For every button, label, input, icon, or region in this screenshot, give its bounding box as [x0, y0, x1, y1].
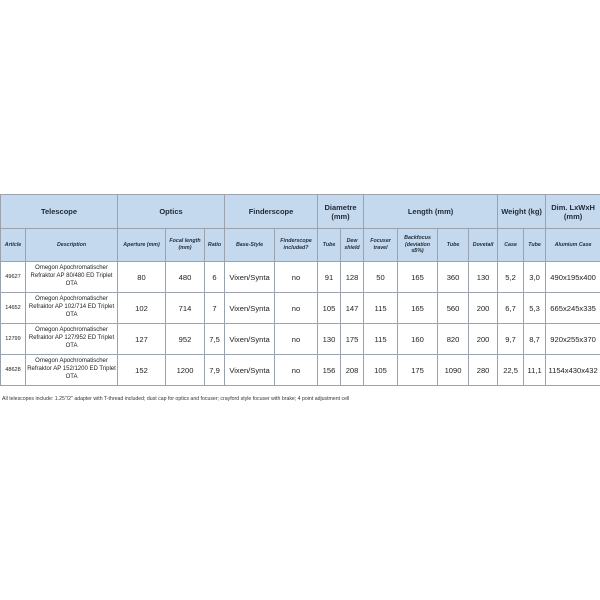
cell-focal-length: 480 — [166, 262, 205, 293]
cell-aperture: 127 — [118, 324, 166, 355]
group-header-finderscope: Finderscope — [225, 195, 318, 229]
cell-dimensions: 665x245x335 — [546, 293, 600, 324]
cell-backfocus: 165 — [398, 293, 438, 324]
cell-ratio: 7,9 — [205, 355, 225, 386]
table-row — [1, 293, 600, 324]
cell-finderscope: no — [275, 324, 318, 355]
col-header-focuser-travel: Focuser travel — [364, 229, 398, 262]
cell-tube-length: 560 — [438, 293, 469, 324]
spec-table-container — [0, 194, 600, 386]
col-header-description: Description — [26, 229, 118, 262]
cell-article: 48628 — [1, 355, 26, 386]
cell-aperture: 152 — [118, 355, 166, 386]
col-header-case-weight: Case — [498, 229, 524, 262]
cell-description: Omegon Apochromatischer Refraktor AP 152/1200 ED Triplet OTA — [26, 355, 118, 386]
cell-case-weight: 9,7 — [498, 324, 524, 355]
cell-ratio: 6 — [205, 262, 225, 293]
cell-base-style: Vixen/Synta — [225, 262, 275, 293]
cell-tube-diameter: 130 — [318, 324, 341, 355]
cell-finderscope: no — [275, 355, 318, 386]
col-header-dew-shield: Dew shield — [341, 229, 364, 262]
cell-description: Omegon Apochromatischer Refraktor AP 80/480 ED Triplet OTA — [26, 262, 118, 293]
cell-base-style: Vixen/Synta — [225, 293, 275, 324]
group-header-dimensions: Dim. LxWxH (mm) — [546, 195, 600, 229]
cell-description: Omegon Apochromatischer Refraktor AP 102/714 ED Triplet OTA — [26, 293, 118, 324]
cell-case-weight: 5,2 — [498, 262, 524, 293]
col-header-backfocus: Backfocus (deviation ≤5%) — [398, 229, 438, 262]
cell-finderscope: no — [275, 262, 318, 293]
cell-dimensions: 490x195x400 — [546, 262, 600, 293]
cell-tube-length: 360 — [438, 262, 469, 293]
group-header-telescope: Telescope — [1, 195, 118, 229]
cell-ratio: 7,5 — [205, 324, 225, 355]
cell-tube-weight: 3,0 — [524, 262, 546, 293]
sub-header-row — [1, 229, 600, 262]
col-header-dovetail: Dovetail — [469, 229, 498, 262]
cell-backfocus: 160 — [398, 324, 438, 355]
col-header-base-style: Base-Style — [225, 229, 275, 262]
col-header-article: Article — [1, 229, 26, 262]
cell-dew-shield: 175 — [341, 324, 364, 355]
cell-focal-length: 714 — [166, 293, 205, 324]
cell-dovetail: 130 — [469, 262, 498, 293]
col-header-focal-length: Focal length (mm) — [166, 229, 205, 262]
cell-dimensions: 1154x430x432 — [546, 355, 600, 386]
cell-ratio: 7 — [205, 293, 225, 324]
col-header-aperture: Aperture (mm) — [118, 229, 166, 262]
table-row — [1, 262, 600, 293]
cell-focuser-travel: 115 — [364, 324, 398, 355]
cell-article: 12799 — [1, 324, 26, 355]
cell-tube-weight: 8,7 — [524, 324, 546, 355]
cell-tube-diameter: 105 — [318, 293, 341, 324]
cell-tube-weight: 5,3 — [524, 293, 546, 324]
cell-base-style: Vixen/Synta — [225, 355, 275, 386]
cell-dew-shield: 147 — [341, 293, 364, 324]
cell-finderscope: no — [275, 293, 318, 324]
group-header-diametre: Diametre (mm) — [318, 195, 364, 229]
cell-tube-diameter: 156 — [318, 355, 341, 386]
col-header-aluminium-case: Alumium Case — [546, 229, 600, 262]
cell-focuser-travel: 50 — [364, 262, 398, 293]
cell-case-weight: 22,5 — [498, 355, 524, 386]
footnote: All telescopes include: 1.25"/2" adapter with T-thread included; dust cap for optics and focuser; crayford style focuser with brake; 4 point adjustment cell — [2, 396, 350, 402]
cell-dovetail: 280 — [469, 355, 498, 386]
cell-tube-length: 820 — [438, 324, 469, 355]
cell-focuser-travel: 115 — [364, 293, 398, 324]
col-header-tube-length: Tube — [438, 229, 469, 262]
cell-dimensions: 920x255x370 — [546, 324, 600, 355]
group-header-weight: Weight (kg) — [498, 195, 546, 229]
group-header-length: Length (mm) — [364, 195, 498, 229]
col-header-tube-diameter: Tube — [318, 229, 341, 262]
table-row — [1, 324, 600, 355]
cell-dovetail: 200 — [469, 324, 498, 355]
cell-focal-length: 1200 — [166, 355, 205, 386]
cell-focuser-travel: 105 — [364, 355, 398, 386]
cell-aperture: 80 — [118, 262, 166, 293]
cell-tube-diameter: 91 — [318, 262, 341, 293]
cell-dew-shield: 128 — [341, 262, 364, 293]
cell-dew-shield: 208 — [341, 355, 364, 386]
col-header-finderscope-included: Finderscope included? — [275, 229, 318, 262]
table-row — [1, 355, 600, 386]
col-header-tube-weight: Tube — [524, 229, 546, 262]
cell-base-style: Vixen/Synta — [225, 324, 275, 355]
cell-aperture: 102 — [118, 293, 166, 324]
cell-case-weight: 6,7 — [498, 293, 524, 324]
col-header-ratio: Ratio — [205, 229, 225, 262]
cell-article: 14652 — [1, 293, 26, 324]
cell-description: Omegon Apochromatischer Refraktor AP 127/952 ED Triplet OTA — [26, 324, 118, 355]
group-header-row — [1, 195, 600, 229]
cell-article: 49627 — [1, 262, 26, 293]
cell-focal-length: 952 — [166, 324, 205, 355]
cell-tube-weight: 11,1 — [524, 355, 546, 386]
group-header-optics: Optics — [118, 195, 225, 229]
cell-dovetail: 200 — [469, 293, 498, 324]
cell-backfocus: 165 — [398, 262, 438, 293]
cell-backfocus: 175 — [398, 355, 438, 386]
telescope-spec-table — [0, 194, 600, 386]
cell-tube-length: 1090 — [438, 355, 469, 386]
